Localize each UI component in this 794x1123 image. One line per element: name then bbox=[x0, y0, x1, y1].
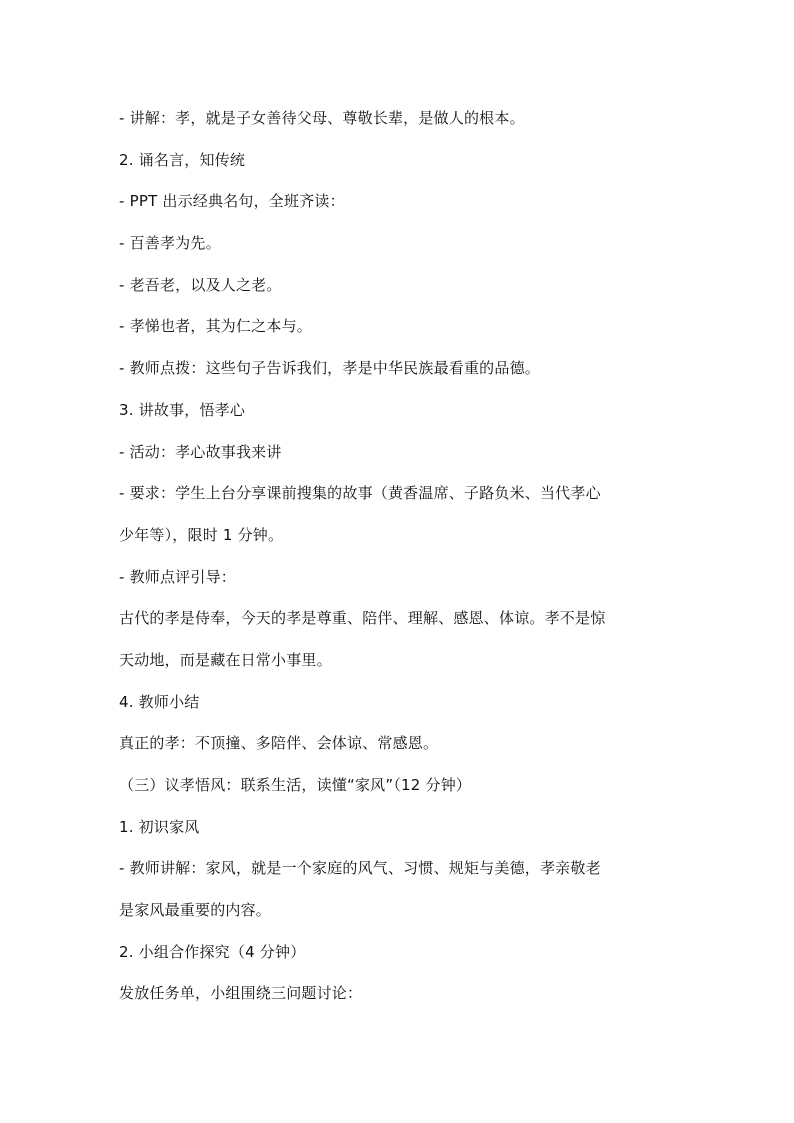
text-line: - 教师点拨：这些句子告诉我们，孝是中华民族最看重的品德。 bbox=[119, 359, 540, 378]
text-line: - 讲解：孝，就是子女善待父母、尊敬长辈，是做人的根本。 bbox=[119, 109, 525, 127]
text-line: - PPT 出示经典名句，全班齐读： bbox=[119, 192, 345, 211]
part-heading: （三）议孝悟风：联系生活，读懂“家风”（12 分钟） bbox=[119, 776, 472, 794]
text-line: 真正的孝：不顶撞、多陪伴、会体谅、常感恩。 bbox=[119, 734, 439, 753]
section-heading: 4. 教师小结 bbox=[119, 692, 200, 711]
text-line: 少年等），限时 1 分钟。 bbox=[119, 525, 284, 544]
text-line: - 教师讲解：家风，就是一个家庭的风气、习惯、规矩与美德，孝亲敬老 bbox=[119, 859, 601, 878]
section-heading: 3. 讲故事，悟孝心 bbox=[119, 400, 246, 419]
quote-line: - 百善孝为先。 bbox=[119, 234, 221, 253]
text-line: - 活动：孝心故事我来讲 bbox=[119, 442, 282, 461]
quote-line: - 老吾老，以及人之老。 bbox=[119, 275, 282, 294]
section-heading: 1. 初识家风 bbox=[119, 817, 200, 836]
text-line: 古代的孝是侍奉，今天的孝是尊重、陪伴、理解、感恩、体谅。孝不是惊 bbox=[119, 609, 606, 628]
section-heading: 2. 小组合作探究（4 分钟） bbox=[119, 942, 306, 961]
text-line: 发放任务单，小组围绕三问题讨论： bbox=[119, 984, 363, 1003]
quote-line: - 孝悌也者，其为仁之本与。 bbox=[119, 317, 312, 336]
text-line: 天动地，而是藏在日常小事里。 bbox=[119, 650, 332, 669]
document-body bbox=[119, 102, 679, 1019]
text-line: - 教师点评引导： bbox=[119, 567, 236, 586]
section-heading: 2. 诵名言，知传统 bbox=[119, 150, 246, 169]
text-line: - 要求：学生上台分享课前搜集的故事（黄香温席、子路负米、当代孝心 bbox=[119, 484, 601, 503]
text-line: 是家风最重要的内容。 bbox=[119, 901, 272, 920]
